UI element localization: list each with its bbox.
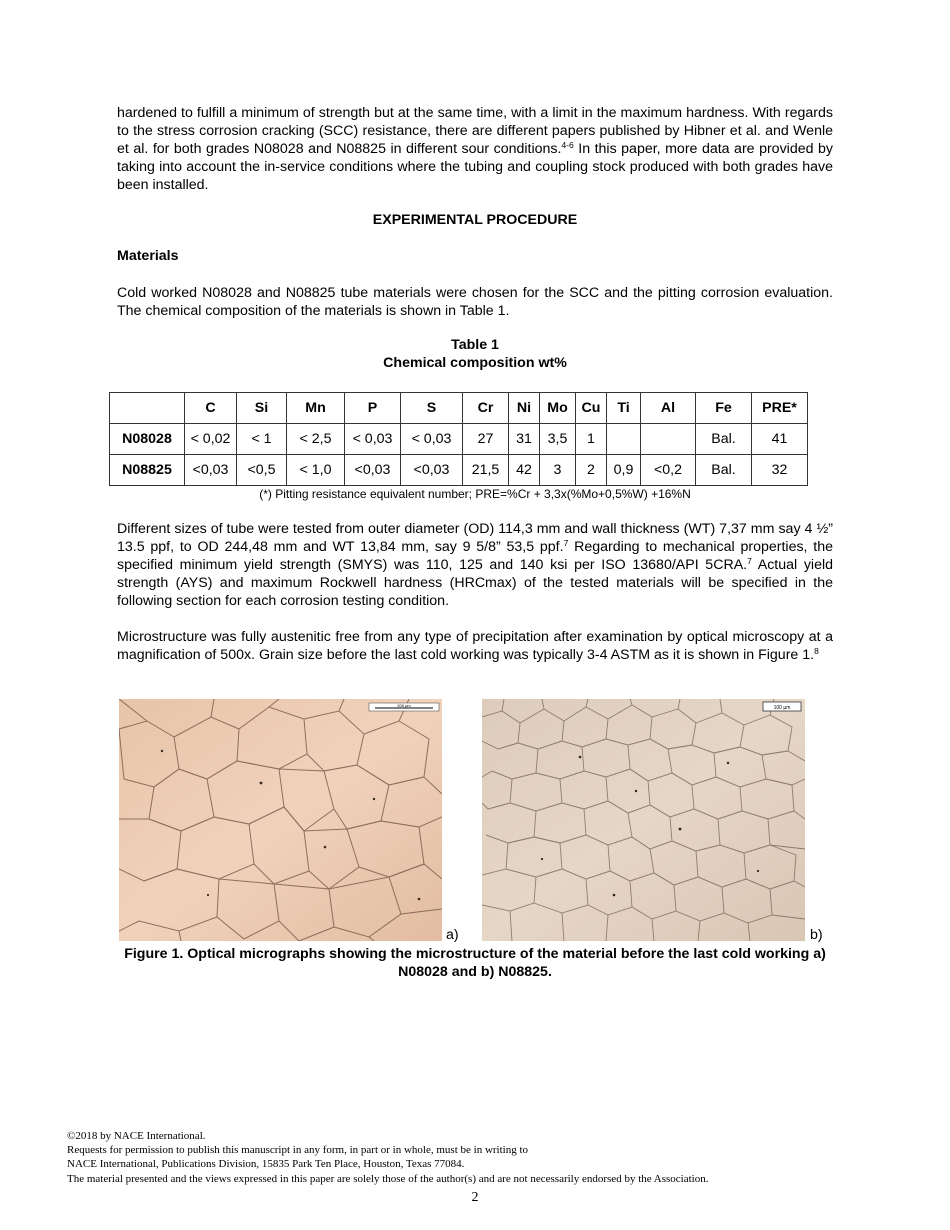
table-cell: < 0,02 (185, 424, 237, 455)
table-cell: <0,5 (237, 455, 287, 486)
table-cell: 32 (752, 455, 808, 486)
table-row (110, 455, 808, 486)
table-cell: 3,5 (540, 424, 576, 455)
table-header-row (110, 393, 808, 424)
sizes-ref-2: 7 (747, 556, 752, 566)
table-cell: Bal. (696, 455, 752, 486)
sizes-ref-1: 7 (563, 538, 569, 548)
footer-line-4: The material presented and the views expressed in this paper are solely those of the author(s) and are not necessarily endorsed by the Association. (67, 1172, 709, 1185)
microstructure-ref: 8 (814, 646, 819, 656)
table-header-cell: S (401, 393, 463, 424)
table-header-cell: Mn (287, 393, 345, 424)
table-cell: Bal. (696, 424, 752, 455)
microstructure-text: Microstructure was fully austenitic free from any type of precipitation after examination by optical microscopy at a magnification of 500x. Grain size before the last cold working was typically 3-4 ASTM as it is shown in Figure 1. (117, 629, 833, 663)
table-title: Chemical composition wt% (383, 355, 567, 371)
intro-ref: 4-6 (561, 140, 574, 150)
table-header-cell (110, 393, 185, 424)
sizes-paragraph (117, 520, 833, 610)
microstructure-paragraph (117, 628, 833, 664)
subsection-heading: Materials (117, 248, 179, 264)
table-header-cell: P (345, 393, 401, 424)
table-cell: < 1,0 (287, 455, 345, 486)
table-header-cell: Cu (576, 393, 607, 424)
sizes-text-1: Different sizes of tube were tested from outer diameter (OD) 114,3 mm and wall thickness (WT) 7,37 mm say 4 ½” 13.5 ppf, to OD 244,48 mm and WT 13,84 mm, say 9 5/8” 53,5 ppf. (117, 521, 833, 555)
table-cell: <0,2 (641, 455, 696, 486)
table-cell: N08028 (110, 424, 185, 455)
table-cell: N08825 (110, 455, 185, 486)
sizes-text-3: Actual yield strength (AYS) and maximum Rockwell hardness (HRCmax) of the tested materials will be specified in the following section for each corrosion testing condition. (117, 557, 834, 609)
table-header-cell: Al (641, 393, 696, 424)
micrograph-a (119, 699, 442, 941)
table-header-cell: Ti (607, 393, 641, 424)
intro-paragraph-text-after: In this paper, more data are provided by taking into account the in-service conditions where the tubing and coupling stock produced with both grades have been installed. (117, 141, 833, 193)
table-cell: 27 (463, 424, 509, 455)
table-cell: 2 (576, 455, 607, 486)
table-cell: < 1 (237, 424, 287, 455)
table-cell: <0,03 (185, 455, 237, 486)
footer-line-1: ©2018 by NACE International. (67, 1130, 206, 1142)
micrograph-b-image (482, 699, 805, 941)
table-header-cell: Mo (540, 393, 576, 424)
intro-paragraph-text: hardened to fulfill a minimum of strength but at the same time, with a limit in the maximum hardness. With regards to the stress corrosion cracking (SCC) resistance, there are different papers published by Hibner et al. and Wenle et al. for both grades N08028 and N08825 in different sour conditions. (117, 105, 833, 157)
footer-line-2: Requests for permission to publish this manuscript in any form, in part or in whole, must be in writing to (67, 1144, 529, 1157)
table-header-cell: Fe (696, 393, 752, 424)
table-cell: 1 (576, 424, 607, 455)
table-cell: 42 (509, 455, 540, 486)
table-cell: 0,9 (607, 455, 641, 486)
materials-paragraph: Cold worked N08028 and N08825 tube materials were chosen for the SCC and the pitting corrosion evaluation. The chemical composition of the materials is shown in Table 1. (117, 285, 833, 319)
table-cell: < 2,5 (287, 424, 345, 455)
panel-label-a: a) (446, 927, 459, 943)
scale-bar-a: 200 µm (397, 703, 411, 708)
panel-label-b: b) (810, 927, 823, 943)
table-header-cell: Si (237, 393, 287, 424)
table-cell: < 0,03 (345, 424, 401, 455)
table-cell: 3 (540, 455, 576, 486)
page-number: 2 (471, 1190, 479, 1205)
table-header-cell: PRE* (752, 393, 808, 424)
table-cell: 41 (752, 424, 808, 455)
table-footnote: (*) Pitting resistance equivalent number; PRE=%Cr + 3,3x(%Mo+0,5%W) +16%N (259, 487, 691, 501)
scale-bar-b: 100 µm (773, 705, 791, 711)
table-number: Table 1 (451, 337, 499, 353)
table-cell: 31 (509, 424, 540, 455)
figure-caption: Figure 1. Optical micrographs showing the microstructure of the material before the last cold working a) N08028 and b) N08825. (124, 946, 826, 980)
table-cell: 21,5 (463, 455, 509, 486)
sizes-text-2: Regarding to mechanical properties, the specified minimum yield strength (SMYS) was 110, 125 and 140 ksi per ISO 13680/API 5CRA. (117, 539, 833, 573)
table-cell (607, 424, 641, 455)
micrograph-b (482, 699, 805, 941)
composition-table (109, 392, 808, 486)
table-header-cell: Ni (509, 393, 540, 424)
intro-paragraph (117, 104, 833, 194)
table-row (110, 424, 808, 455)
table-header-cell: Cr (463, 393, 509, 424)
table-cell: <0,03 (401, 455, 463, 486)
footer-line-3: NACE International, Publications Division, 15835 Park Ten Place, Houston, Texas 77084. (67, 1158, 465, 1171)
copyright-footer (67, 1129, 708, 1186)
table-cell: <0,03 (345, 455, 401, 486)
table-header-cell: C (185, 393, 237, 424)
section-heading: EXPERIMENTAL PROCEDURE (372, 212, 578, 228)
table-cell: < 0,03 (401, 424, 463, 455)
table-cell (641, 424, 696, 455)
micrograph-a-image (119, 699, 442, 941)
